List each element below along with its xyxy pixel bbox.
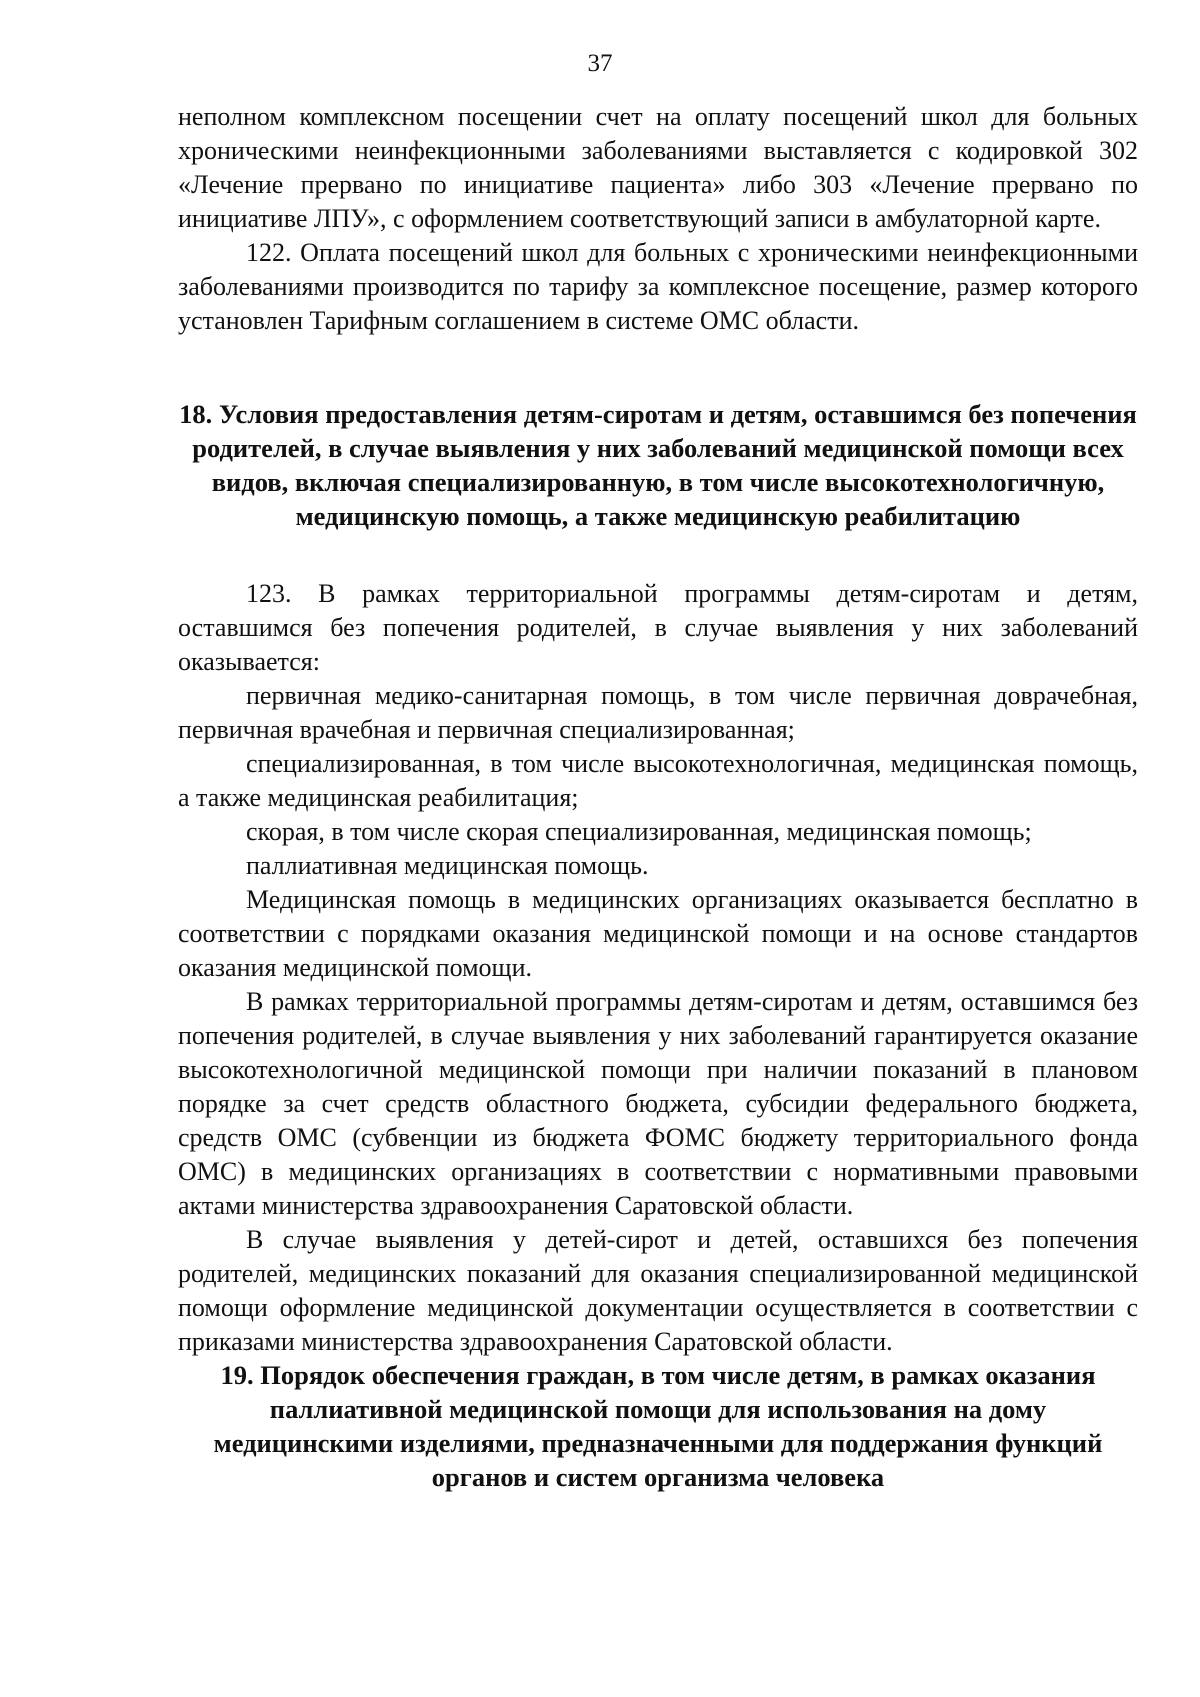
paragraph-high-tech-care: В рамках территориальной программы детям-сиротам и детям, оставшимся без попечения родителей, в случае выявления у них заболеваний гарантируется оказание высокотехнологичной медицинской помощи при наличии показаний в плановом порядке за счет средств областного бюджета, субсидии федерального бюджета, средств ОМС (субвенции из бюджета ФОМС бюджету территориального фонда ОМС) в медицинских организациях в соответствии с нормативными правовыми актами министерства здравоохранения Саратовской области. bbox=[178, 987, 1138, 1220]
list-item: паллиативная медицинская помощь. bbox=[246, 851, 649, 880]
paragraph-123: 123. В рамках территориальной программы детям-сиротам и детям, оставшимся без попечения родителей, в случае выявления у них заболеваний оказывается: bbox=[178, 579, 1138, 676]
paragraph-documentation: В случае выявления у детей-сирот и детей, оставшихся без попечения родителей, медицинских показаний для оказания специализированной медицинской помощи оформление медицинской документации осуществляется в соответствии с приказами министерства здравоохранения Саратовской области. bbox=[178, 1225, 1138, 1356]
list-item: специализированная, в том числе высокотехнологичная, медицинская помощь, а также медицинская реабилитация; bbox=[178, 749, 1138, 812]
list-item: первичная медико-санитарная помощь, в том числе первичная доврачебная, первичная врачебная и первичная специализированная; bbox=[178, 681, 1138, 744]
section-18-body bbox=[178, 577, 1138, 1359]
section-18-heading: 18. Условия предоставления детям-сиротам и детям, оставшимся без попечения родителей, в случае выявления у них заболеваний медицинской помощи всех видов, включая специализированную, в том числе высокотехнологичную, медицинскую помощь, а также медицинскую реабилитацию bbox=[179, 399, 1137, 531]
paragraph-free-care: Медицинская помощь в медицинских организациях оказывается бесплатно в соответствии с порядками оказания медицинской помощи и на основе стандартов оказания медицинской помощи. bbox=[178, 885, 1138, 982]
paragraph-122: 122. Оплата посещений школ для больных с хроническими неинфекционными заболеваниями производится по тарифу за комплексное посещение, размер которого установлен Тарифным соглашением в системе ОМС области. bbox=[178, 238, 1138, 335]
paragraph-continuation: неполном комплексном посещении счет на оплату посещений школ для больных хроническими неинфекционными заболеваниями выставляется с кодировкой 302 «Лечение прервано по инициативе пациента» либо 303 «Лечение прервано по инициативе ЛПУ», с оформлением соответствующий записи в амбулаторной карте. bbox=[178, 102, 1138, 233]
top-paragraphs bbox=[178, 100, 1138, 338]
list-item: скорая, в том числе скорая специализированная, медицинская помощь; bbox=[246, 817, 1032, 846]
section-19-heading: 19. Порядок обеспечения граждан, в том числе детям, в рамках оказания паллиативной медицинской помощи для использования на дому медицинскими изделиями, предназначенными для поддержания функций органов и систем организма человека bbox=[213, 1360, 1103, 1492]
page-number: 37 bbox=[587, 50, 613, 77]
